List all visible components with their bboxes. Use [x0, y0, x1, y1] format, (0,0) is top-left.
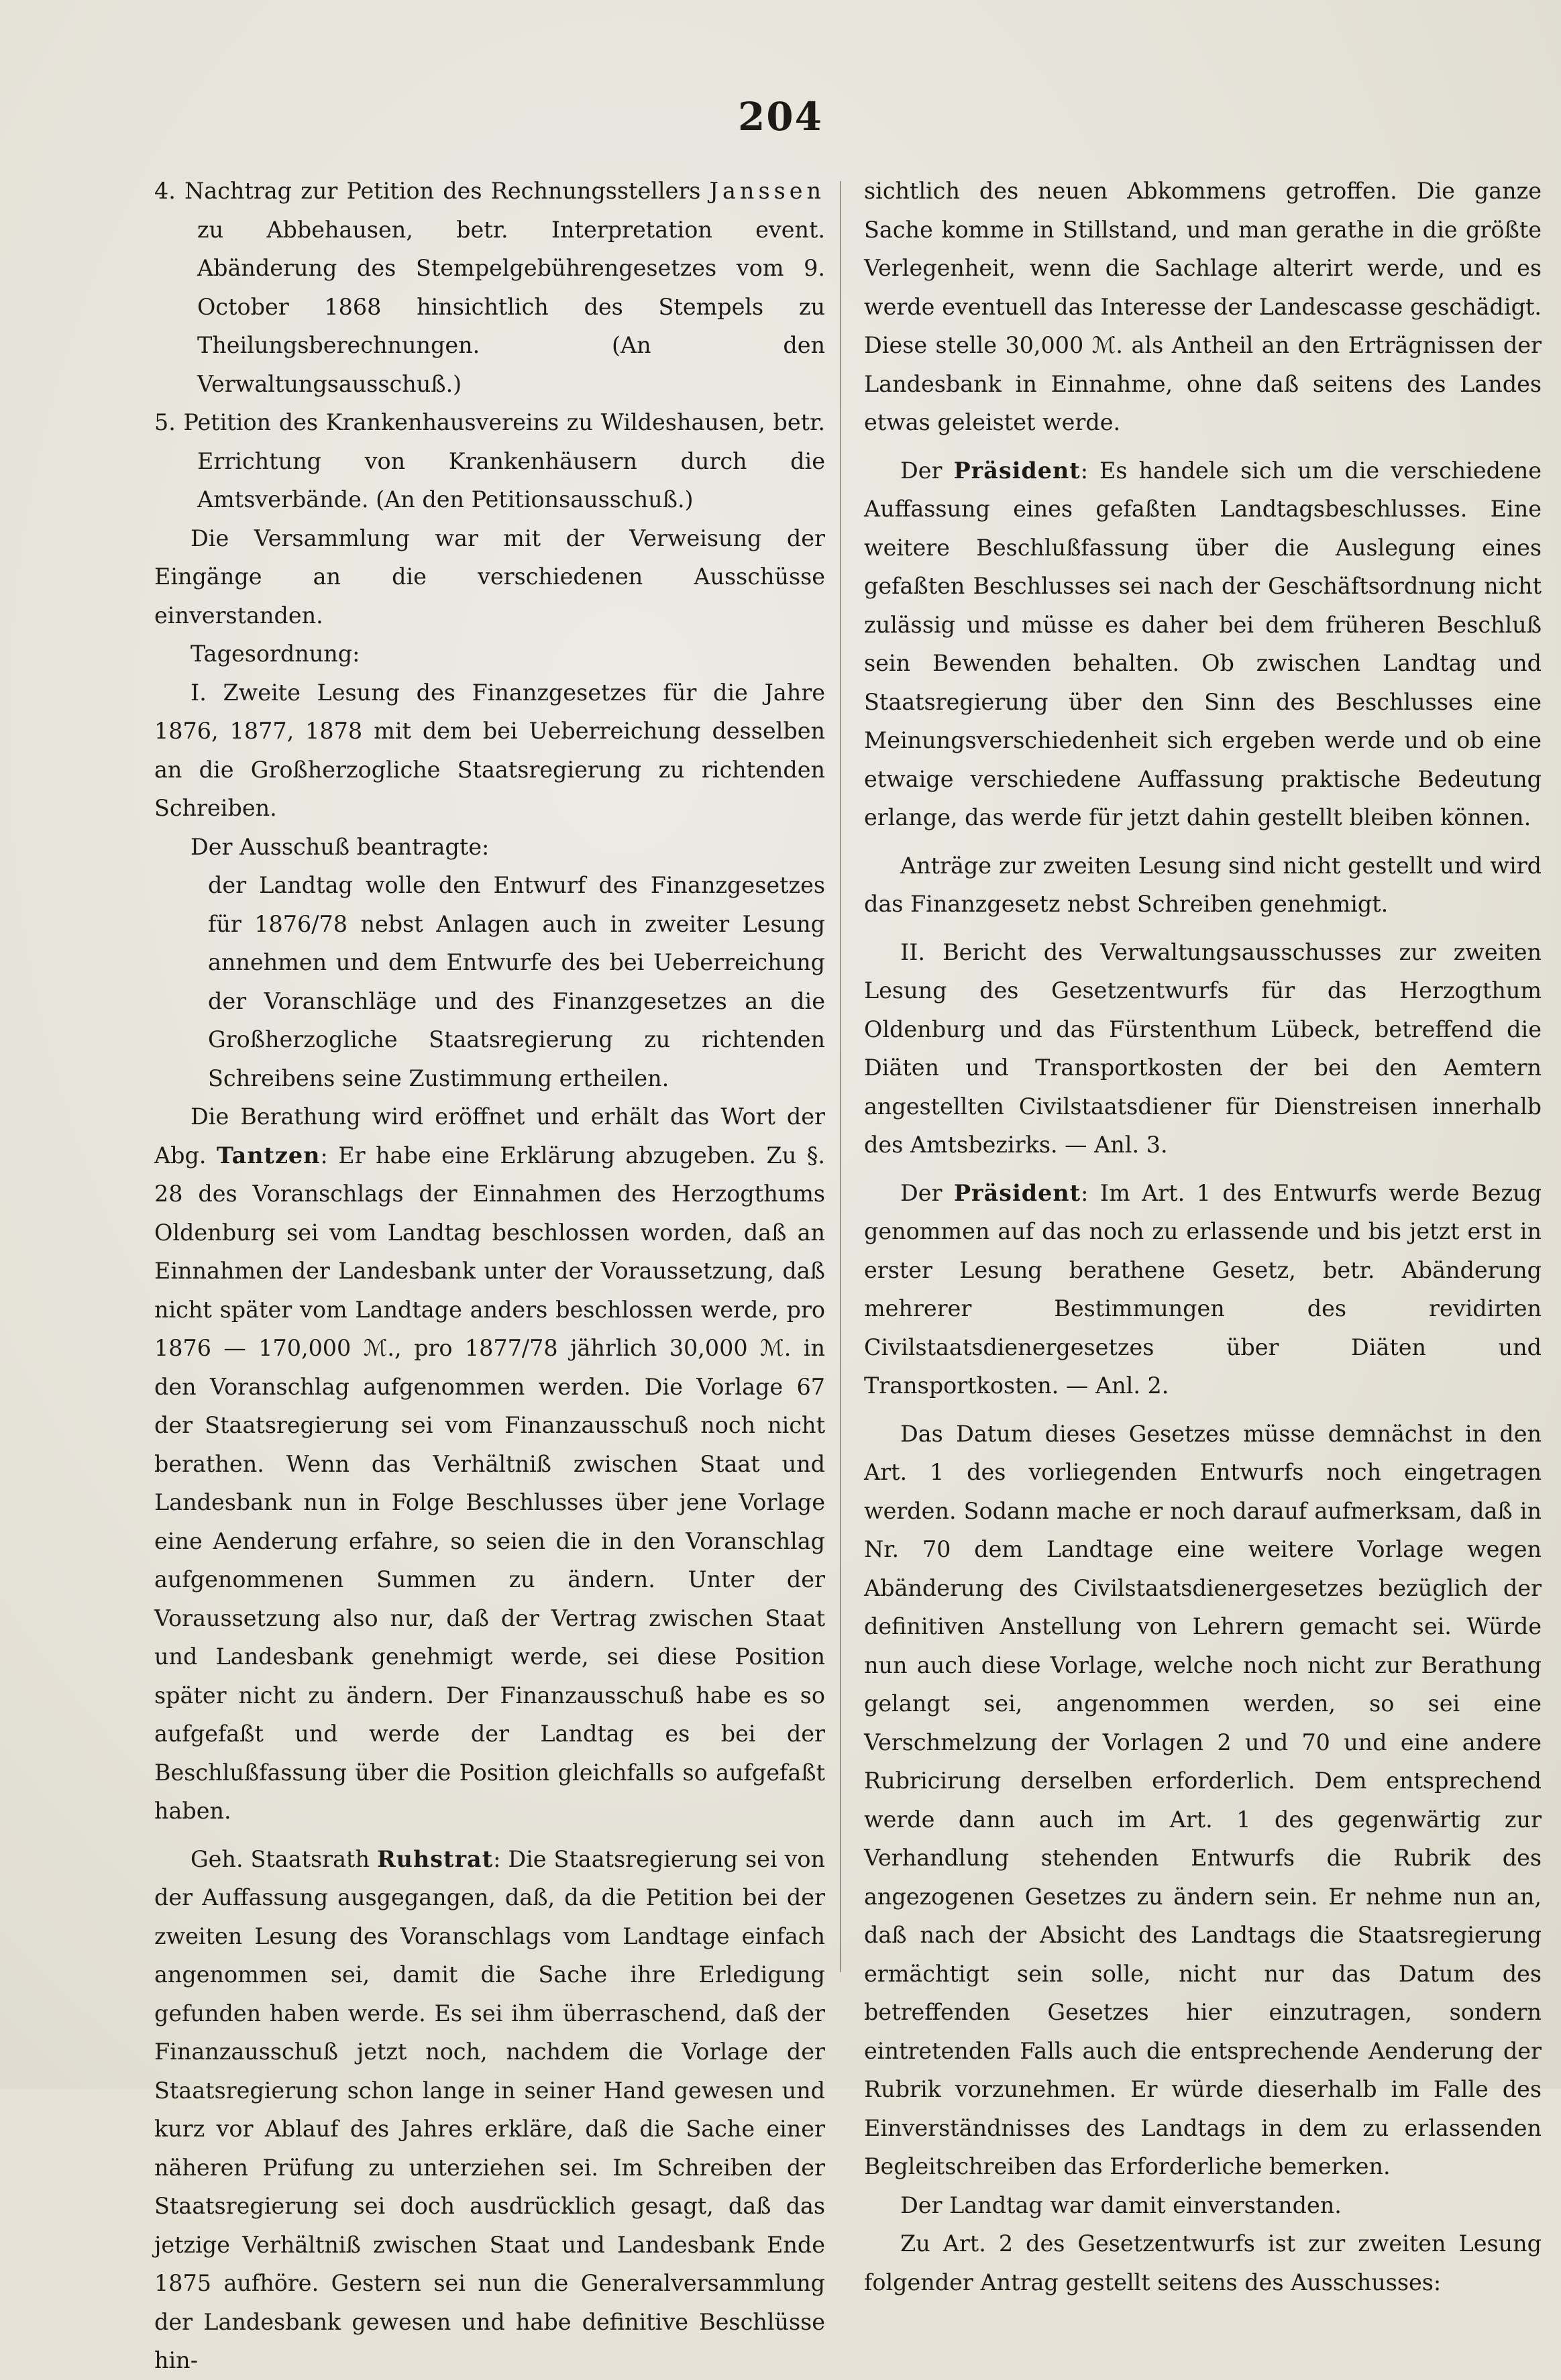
column-divider	[840, 181, 841, 1972]
paragraph-datum: Das Datum dieses Gesetzes müsse demnächst in den Art. 1 des vorliegenden Entwurfs noch eingetragen werden. Sodann mache er noch darauf aufmerksam, daß in Nr. 70 dem Landtage eine weitere Vorlage wegen Abänderung des Civilstaatsdienergesetzes bezüglich der definitiven Anstellung von Lehrern gemacht sei. Würde nun auch diese Vorlage, welche noch nicht zur Berathung gelangt sei, angenommen werden, so sei eine Verschmelzung der Vorlagen 2 und 70 und eine andere Rubricirung derselben erforderlich. Dem entsprechend werde dann auch im Art. 1 des gegenwärtig zur Verhandlung stehenden Entwurfs die Rubrik des angezogenen Gesetzes zu ändern sein. Er nehme nun an, daß nach der Absicht des Landtags die Staatsregierung ermächtigt sein solle, nicht nur das Datum des betreffenden Gesetzes hier einzutragen, sondern eintretenden Falls auch die entsprechende Aenderung der Rubrik vorzunehmen. Er würde dieserhalb im Falle des Einverständnisses des Landtags in dem zu erlassenden Begleitschreiben das Erforderliche bemerken.	[864, 1420, 1542, 2179]
paragraph-antrag: der Landtag wolle den Entwurf des Finanzgesetzes für 1876/78 nebst Anlagen auch in zweiter Lesung annehmen und dem Entwurfe des bei Ueberreichung der Voranschläge und des Finanzgesetzes an die Großherzogliche Staatsregierung zu richtenden Schreibens seine Zustimmung ertheilen.	[208, 872, 825, 1091]
paragraph-bericht: II. Bericht des Verwaltungsausschusses zur zweiten Lesung des Gesetzentwurfs für das Herzogthum Oldenburg und das Fürstenthum Lübeck, betreffend die Diäten und Transportkosten der bei den Aemtern angestellten Civilstaatsdiener für Dienstreisen innerhalb des Amtsbezirks. — Anl. 3.	[864, 938, 1542, 1158]
agenda-item-5: 5. Petition des Krankenhausvereins zu Wildeshausen, betr. Errichtung von Krankenhäusern durch die Amtsverbände. (An den Petitionsausschuß.)	[154, 409, 825, 512]
paragraph-praesident-2: Der Präsident: Im Art. 1 des Entwurfs werde Bezug genommen auf das noch zu erlassende und bis jetzt erst in erster Lesung berathene Gesetz, betr. Abänderung mehrerer Bestimmungen des revidirten Civilstaatsdienergesetzes über Diäten und Transportkosten. — Anl. 2.	[864, 1179, 1542, 1399]
agenda-item-4: 4. Nachtrag zur Petition des Rechnungsstellers Janssen zu Abbehausen, betr. Interpretation event. Abänderung des Stempelgebührengesetzes vom 9. October 1868 hinsichtlich des Stempels zu Theilungsberechnungen. (An den Verwaltungsausschuß.)	[154, 178, 825, 397]
right-column	[864, 172, 1542, 2302]
paragraph-tantzen: Die Berathung wird eröffnet und erhält das Wort der Abg. Tantzen: Er habe eine Erklärung abzugeben. Zu §. 28 des Voranschlags der Einnahmen des Herzogthums Oldenburg sei vom Landtag beschlossen worden, daß an Einnahmen der Landesbank unter der Voraussetzung, daß nicht später vom Landtage anders beschlossen werde, pro 1876 — 170,000 ℳ., pro 1877/78 jährlich 30,000 ℳ. in den Voranschlag aufgenommen werden. Die Vorlage 67 der Staatsregierung sei vom Finanzausschuß noch nicht berathen. Wenn das Verhältniß zwischen Staat und Landesbank nun in Folge Beschlusses über jene Vorlage eine Aenderung erfahre, so seien die in den Voranschlag aufgenommenen Summen zu ändern. Unter der Voraussetzung also nur, daß der Vertrag zwischen Staat und Landesbank genehmigt werde, sei diese Position später nicht zu ändern. Der Finanzausschuß habe es so aufgefaßt und werde der Landtag es bei der Beschlußfassung über die Position gleichfalls so aufgefaßt haben.	[154, 1103, 826, 1824]
page-number: 204	[737, 94, 824, 140]
left-column	[154, 172, 825, 2380]
paragraph-ausschuss: Der Ausschuß beantragte:	[191, 833, 490, 860]
speaker-praesident: Präsident	[953, 457, 1081, 484]
paragraph-ruhstrat: Geh. Staatsrath Ruhstrat: Die Staatsregierung sei von der Auffassung ausgegangen, daß, da die Petition bei der zweiten Lesung des Voranschlags vom Landtage einfach angenommen sei, damit die Sache ihre Erledigung gefunden haben werde. Es sei ihm überraschend, daß der Finanzausschuß jetzt noch, nachdem die Vorlage der Staatsregierung schon lange in seiner Hand gewesen und kurz vor Ablauf des Jahres erkläre, daß die Sache einer näheren Prüfung zu unterziehen sei. Im Schreiben der Staatsregierung sei doch ausdrücklich gesagt, daß das jetzige Verhältniß zwischen Staat und Landesbank Ende 1875 aufhöre. Gestern sei nun die Generalversammlung der Landesbank gewesen und habe definitive Beschlüsse hin-	[154, 1845, 825, 2373]
speaker-ruhstrat: Ruhstrat	[376, 1845, 494, 1872]
paragraph-antraege: Anträge zur zweiten Lesung sind nicht gestellt und wird das Finanzgesetz nebst Schreiben genehmigt.	[864, 852, 1542, 917]
paragraph-einverstanden: Der Landtag war damit einverstanden.	[900, 2192, 1342, 2218]
paragraph-tagesordnung: Tagesordnung:	[191, 641, 360, 667]
paragraph-art2: Zu Art. 2 des Gesetzentwurfs ist zur zweiten Lesung folgender Antrag gestellt seitens des Ausschusses:	[864, 2230, 1542, 2295]
paragraph-praesident-1: Der Präsident: Es handele sich um die verschiedene Auffassung eines gefaßten Landtagsbeschlusses. Eine weitere Beschlußfassung über die Auslegung eines gefaßten Beschlusses sei nach der Geschäftsordnung nicht zulässig und müsse es daher bei dem früheren Beschluß sein Bewenden behalten. Ob zwischen Landtag und Staatsregierung über den Sinn des Beschlusses eine Meinungsverschiedenheit sich ergeben werde und ob eine etwaige verschiedene Auffassung praktische Bedeutung erlange, das werde für jetzt dahin gestellt bleiben können.	[864, 457, 1542, 830]
name-janssen: Janssen	[709, 178, 825, 204]
paragraph-zweite-lesung: I. Zweite Lesung des Finanzgesetzes für die Jahre 1876, 1877, 1878 mit dem bei Ueberreichung desselben an die Großherzogliche Staatsregierung zu richtenden Schreiben.	[154, 679, 825, 821]
speaker-tantzen: Tantzen	[216, 1142, 321, 1169]
paragraph-continuation: sichtlich des neuen Abkommens getroffen. Die ganze Sache komme in Stillstand, und man gerathe in die größte Verlegenheit, wenn die Sachlage alterirt werde, und es werde eventuell das Interesse der Landescasse geschädigt. Diese stelle 30,000 ℳ. als Antheil an den Erträgnissen der Landesbank in Einnahme, ohne daß seitens des Landes etwas geleistet werde.	[864, 178, 1542, 435]
speaker-praesident: Präsident	[953, 1179, 1081, 1206]
paragraph-versammlung: Die Versammlung war mit der Verweisung der Eingänge an die verschiedenen Ausschüsse einverstanden.	[154, 525, 825, 629]
